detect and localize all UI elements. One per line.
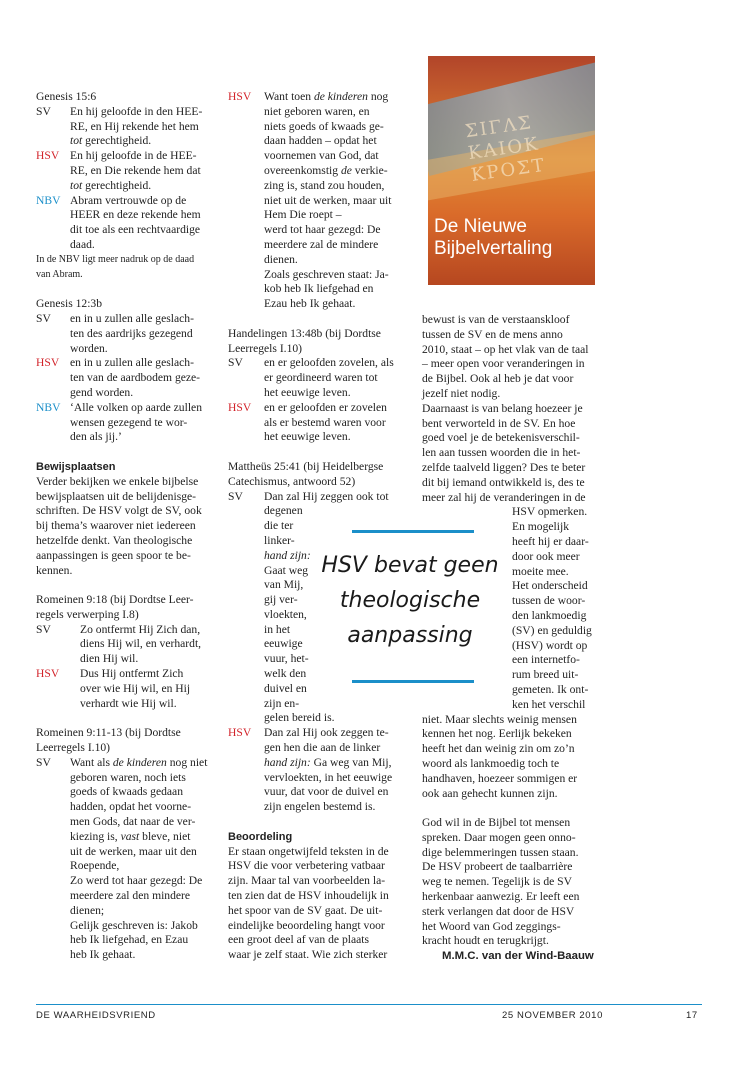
text-line: goeds of kwaads gedaan <box>70 785 183 799</box>
text-line: den lankmoedig <box>512 608 587 622</box>
note-line: van Abram. <box>36 268 83 280</box>
verse-hsv <box>36 149 214 193</box>
text-line: niet uit de werken, maar uit <box>264 193 392 207</box>
text-line: HSV opmerken. <box>512 505 588 519</box>
ref-romeinen-9-18: Romeinen 9:18 (bij Dordtse Leer- <box>36 593 194 607</box>
label-hsv: HSV <box>36 149 60 163</box>
column-2 <box>228 90 408 963</box>
text-line: dienen; <box>70 903 105 917</box>
text-line: meerdere zal den mindere <box>70 889 191 903</box>
text-line <box>264 164 408 179</box>
cover-title: De Nieuwe <box>434 216 527 237</box>
cover-glyph-line: ΚΑΙΟΚ <box>466 133 541 165</box>
text-line: heeft het dan weinig zin om zo’n <box>422 742 575 756</box>
text-line: Dus Hij ontfermt Zich <box>80 667 184 681</box>
text-line: RE, en Hij rekende het hem <box>70 119 199 133</box>
text-line <box>70 830 214 845</box>
verse-hsv <box>36 667 214 711</box>
verse-hsv <box>228 726 408 815</box>
text-line: dige belemmeringen tussen staan. <box>422 845 579 859</box>
text-line: en in u zullen alle geslach- <box>70 311 194 325</box>
verse-sv <box>36 312 214 356</box>
section-heading: Bewijsplaatsen <box>36 460 116 473</box>
label-hsv: HSV <box>36 356 60 370</box>
text-line: dit toe als een rechtvaardige <box>70 223 201 237</box>
verse-nbv <box>36 401 214 445</box>
text-line: ken het verschil <box>512 697 586 711</box>
text-line: dienen. <box>264 252 298 266</box>
text-line: die ter <box>264 519 294 533</box>
text-line <box>264 90 408 105</box>
verse-hsv <box>228 401 408 445</box>
label-sv: SV <box>36 622 51 636</box>
text-line: Ezau heb Ik gehaat. <box>264 297 356 311</box>
text-line: gemeten. Ik ont- <box>512 682 589 696</box>
quote-line: aanpassing <box>347 623 473 648</box>
label-sv: SV <box>36 311 51 325</box>
text-line: zijn engelen bestemd is. <box>264 800 376 814</box>
text-line: werd tot haar gezegd: De <box>264 223 381 237</box>
text-line: het Woord van God zeggings- <box>422 919 561 933</box>
text-line: De HSV probeert de taalbarrière <box>422 860 573 874</box>
text-line: er geordineerd waren tot <box>264 371 378 385</box>
text-line: ten zien dat de HSV inhoudelijk in <box>228 889 389 903</box>
text-line: meerdere zal de mindere <box>264 237 379 251</box>
text-segment: Ga weg van Mij, <box>310 755 392 769</box>
text-line: en er geloofden zovelen, als <box>264 356 394 370</box>
text-line: God wil in de Bijbel tot mensen <box>422 816 571 830</box>
text-line: uit de werken, maar uit den <box>70 844 197 858</box>
text-line: Er staan ongetwijfeld teksten in de <box>228 844 389 858</box>
ref-genesis-15-6: Genesis 15:6 <box>36 90 97 103</box>
text-line: als er bestemd waren voor <box>264 415 386 429</box>
text-line: zijn. Maar tal van voorbeelden la- <box>228 874 386 888</box>
cover-glyph-line: ΣΙΓΛΣ <box>463 112 535 143</box>
text-line: weg te nemen. Tegelijk is de SV <box>422 875 572 889</box>
text-line: niets goeds of kwaads ge- <box>264 119 384 133</box>
text-line: diens Hij wil, en verhardt, <box>80 637 202 651</box>
text-line: jezelf niet nodig. <box>422 386 501 400</box>
quote-line: theologische <box>339 588 481 613</box>
text-line: HSV die voor verbetering vatbaar <box>228 859 385 873</box>
text-line: daad. <box>70 237 95 251</box>
text-line: zijn en- <box>264 696 300 710</box>
text-segment: verkie- <box>351 163 388 177</box>
text-line: HEER en deze rekende hem <box>70 208 201 222</box>
text-line: RE, en Die rekende hem dat <box>70 163 201 177</box>
text-line: sterk verlangen dat door de HSV <box>422 904 575 918</box>
text-line: Verder bekijken we enkele bijbelse <box>36 474 199 488</box>
text-line: eeuwige <box>264 637 303 651</box>
text-line: vervloekten, in het eeuwige <box>264 770 393 784</box>
text-line: tussen de SV en de mens anno <box>422 327 563 341</box>
text-line: dien Hij wil. <box>80 652 139 666</box>
text-line: ook aan gehecht kunnen zijn. <box>422 786 558 800</box>
text-line: bij thema’s waarover niet iedereen <box>36 519 196 533</box>
text-line: voornemen van God, dat <box>264 149 379 163</box>
text-line: Dan zal Hij ook zeggen te- <box>264 726 389 740</box>
text-line: Hem Die roept – <box>264 208 342 222</box>
bible-cover-image <box>428 56 595 285</box>
label-hsv: HSV <box>228 400 252 414</box>
text-line: kennen het nog. Eerlijk bekeken <box>422 727 572 741</box>
text-line: – meer open voor veranderingen in <box>422 357 585 371</box>
footer-date: 25 NOVEMBER 2010 <box>502 1010 603 1021</box>
text-line: goed voel je de betekenisverschil- <box>422 431 580 445</box>
text-line: worden. <box>70 341 108 355</box>
text-segment: gerechtigheid. <box>82 134 152 148</box>
text-line: het eeuwige leven. <box>264 430 351 444</box>
text-line: len aan tussen woorden die in het- <box>422 446 581 460</box>
text-line: over wie Hij wil, en Hij <box>80 681 191 695</box>
text-line: vuur, dat voor de duivel en <box>264 785 389 799</box>
ref-mattheus: Catechismus, antwoord 52) <box>228 474 356 488</box>
text-line: heb Ik gehaat. <box>70 948 136 962</box>
text-line: Daarnaast is van belang hoezeer je <box>422 401 583 415</box>
italic-line: hand zijn: <box>264 548 311 562</box>
text-line: moeite mee. <box>512 564 569 578</box>
ref-mattheus: Mattheüs 25:41 (bij Heidelbergse <box>228 459 384 473</box>
footer-rule <box>36 1004 702 1005</box>
text-line: ‘Alle volken op aarde zullen <box>70 400 202 414</box>
italic-word: tot <box>70 134 83 148</box>
italic-word: de kinderen <box>313 90 368 103</box>
verse-hsv <box>228 90 408 312</box>
cover-glyph-line: ΚΡΟΣΤ <box>469 154 548 186</box>
italic-word: tot <box>70 178 83 192</box>
text-line: dit bij iemand ontwikkeld is, des te <box>422 475 585 489</box>
text-line: rum breed uit- <box>512 668 579 682</box>
text-line: het spoor van de SV gaat. De uit- <box>228 903 383 917</box>
text-line: en er geloofden er zovelen <box>264 400 387 414</box>
text-line: bent verworteld in de SV. En hoe <box>422 416 576 430</box>
text-line: kennen. <box>36 563 73 577</box>
text-line: gij ver- <box>264 593 298 607</box>
column-1 <box>36 90 214 963</box>
text-line: Roepende, <box>70 859 120 873</box>
ref-handelingen: Leerregels I.10) <box>228 341 303 355</box>
text-line: den als jij.’ <box>70 430 122 444</box>
text-line: schriften. De HSV volgt de SV, ook <box>36 504 202 518</box>
text-line: waar je zelf staat. Wie zich sterker <box>228 948 388 962</box>
text-segment: kiezing is, <box>70 829 121 843</box>
text-line: Zo ontfermt Hij Zich dan, <box>80 622 201 636</box>
text-line: Gelijk geschreven is: Jakob <box>70 918 198 932</box>
ref-genesis-12-3b: Genesis 12:3b <box>36 297 103 311</box>
text-line: gelen bereid is. <box>264 711 335 725</box>
italic-word: de kinderen <box>112 755 167 769</box>
text-line: zing is, stand zou houden, <box>264 178 385 192</box>
text-line: niet geboren waren, en <box>264 104 370 118</box>
text-line: bewust is van de verstaanskloof <box>422 313 570 326</box>
text-line <box>264 756 408 771</box>
text-line: daan hadden – opdat het <box>264 134 377 148</box>
note-line: In de NBV ligt meer nadruk op de daad <box>36 253 195 265</box>
text-line: geboren waren, noch iets <box>70 770 186 784</box>
section-heading: Beoordeling <box>228 830 293 843</box>
text-line: door ook meer <box>512 549 580 563</box>
text-line <box>70 756 214 771</box>
text-line: en in u zullen alle geslach- <box>70 356 194 370</box>
label-sv: SV <box>228 489 243 503</box>
text-line: duivel en <box>264 681 307 695</box>
text-line: heeft hij er daar- <box>512 534 589 548</box>
author-signature: M.M.C. van der Wind-Baauw <box>442 950 594 963</box>
quote-rule-top <box>352 530 474 533</box>
text-line: En hij geloofde in de HEE- <box>70 149 197 163</box>
text-line: de Bijbel. Ook al heb je dat voor <box>422 372 574 386</box>
text-segment: overeenkomstig <box>264 163 341 177</box>
text-line: Dan zal Hij zeggen ook tot <box>264 489 389 503</box>
text-line: 2010, staat – op het vlak van de taal <box>422 342 589 356</box>
label-sv: SV <box>36 104 51 118</box>
text-line: een groot deel af van de plaats <box>228 933 369 947</box>
text-line: degenen <box>264 504 303 518</box>
text-line: spreken. Daar mogen geen onno- <box>422 830 576 844</box>
text-line: niet. Maar slechts weinig mensen <box>422 712 577 726</box>
verse-sv <box>36 756 214 963</box>
text-segment: nog <box>367 90 389 103</box>
text-line: vloekten, <box>264 607 307 621</box>
verse-sv <box>36 623 214 667</box>
text-line: ten des aardrijks gezegend <box>70 326 193 340</box>
label-sv: SV <box>36 755 51 769</box>
ref-romeinen-9-11: Leerregels I.10) <box>36 741 111 755</box>
text-line: heb Ik liefgehad, en Ezau <box>70 933 189 947</box>
text-line: meer zal hij de veranderingen in de <box>422 490 586 504</box>
text-line: wensen gezegend te wor- <box>70 415 188 429</box>
quote-line: HSV bevat geen <box>321 553 499 578</box>
text-line: in het <box>264 622 291 636</box>
ref-romeinen-9-11: Romeinen 9:11-13 (bij Dordtse <box>36 726 181 740</box>
italic-word: hand zijn: <box>264 755 311 769</box>
text-line <box>70 179 214 194</box>
italic-word: vast <box>120 829 140 843</box>
text-segment: bleve, niet <box>139 829 191 843</box>
text-line <box>70 134 214 149</box>
text-line: ten van de aardbodem geze- <box>70 371 201 385</box>
text-line: hadden, opdat het voorne- <box>70 800 192 814</box>
text-segment: Want toen <box>264 90 314 103</box>
footer-publication: DE WAARHEIDSVRIEND <box>36 1010 156 1021</box>
text-line: bewijsplaatsen uit de belijdenisge- <box>36 489 197 503</box>
cover-title: Bijbelvertaling <box>434 238 553 259</box>
text-line: verhardt wie Hij wil. <box>80 696 177 710</box>
text-line: (SV) en geduldig <box>512 623 592 637</box>
text-line: (HSV) wordt op <box>512 638 588 652</box>
text-line: Gaat weg <box>264 563 309 577</box>
text-line: tussen de woor- <box>512 594 586 608</box>
text-line: kob heb Ik liefgehad en <box>264 282 374 296</box>
text-line: aanpassingen is geen spoor te be- <box>36 548 191 562</box>
text-segment: gerechtigheid. <box>82 178 152 192</box>
text-line: vuur, het- <box>264 652 309 666</box>
text-line: En hij geloofde in den HEE- <box>70 104 203 118</box>
italic-word: de <box>340 163 352 177</box>
text-line: welk den <box>264 667 307 681</box>
ref-handelingen: Handelingen 13:48b (bij Dordtse <box>228 326 381 340</box>
text-line: van Mij, <box>264 578 304 592</box>
text-line: eindelijke beoordeling hangt voor <box>228 918 385 932</box>
text-line: Abram vertrouwde op de <box>70 193 187 207</box>
text-line: Zoals geschreven staat: Ja- <box>264 267 389 281</box>
verse-hsv <box>36 356 214 400</box>
text-segment: Want als <box>70 755 113 769</box>
text-line: hetzelfde denkt. Van theologische <box>36 533 193 547</box>
label-nbv: NBV <box>36 400 61 414</box>
text-line: handhaven, hoezeer sommigen er <box>422 771 578 785</box>
verse-sv <box>36 105 214 149</box>
text-line: men Gods, dat naar de ver- <box>70 815 196 829</box>
verse-nbv <box>36 194 214 253</box>
ref-romeinen-9-18: regels verwerping I.8) <box>36 607 139 621</box>
text-line: zelfde taalveld liggen? Des te beter <box>422 460 586 474</box>
label-hsv: HSV <box>228 726 252 740</box>
text-line: Zo werd tot haar gezegd: De <box>70 874 203 888</box>
label-hsv: HSV <box>36 667 60 681</box>
text-line: Het onderscheid <box>512 579 588 593</box>
cover-glyphs <box>464 111 548 187</box>
text-line: woord als lankmoedig toch te <box>422 756 560 770</box>
verse-sv <box>228 356 408 400</box>
text-line: gen hen die aan de linker <box>264 741 381 755</box>
text-line: En mogelijk <box>512 520 569 534</box>
label-nbv: NBV <box>36 193 61 207</box>
page-number: 17 <box>686 1010 698 1021</box>
text-line: kracht houdt en terugkrijgt. <box>422 934 549 948</box>
label-sv: SV <box>228 356 243 370</box>
text-line: linker- <box>264 533 295 547</box>
pull-quote <box>318 548 502 653</box>
text-segment: nog niet <box>166 755 208 769</box>
text-line: herkenbaar aanwezig. Er leeft een <box>422 890 580 904</box>
text-line: een internetfo- <box>512 653 580 667</box>
quote-rule-bottom <box>352 680 474 683</box>
text-line: gend worden. <box>70 385 134 399</box>
text-line: het eeuwige leven. <box>264 385 351 399</box>
label-hsv: HSV <box>228 90 252 103</box>
